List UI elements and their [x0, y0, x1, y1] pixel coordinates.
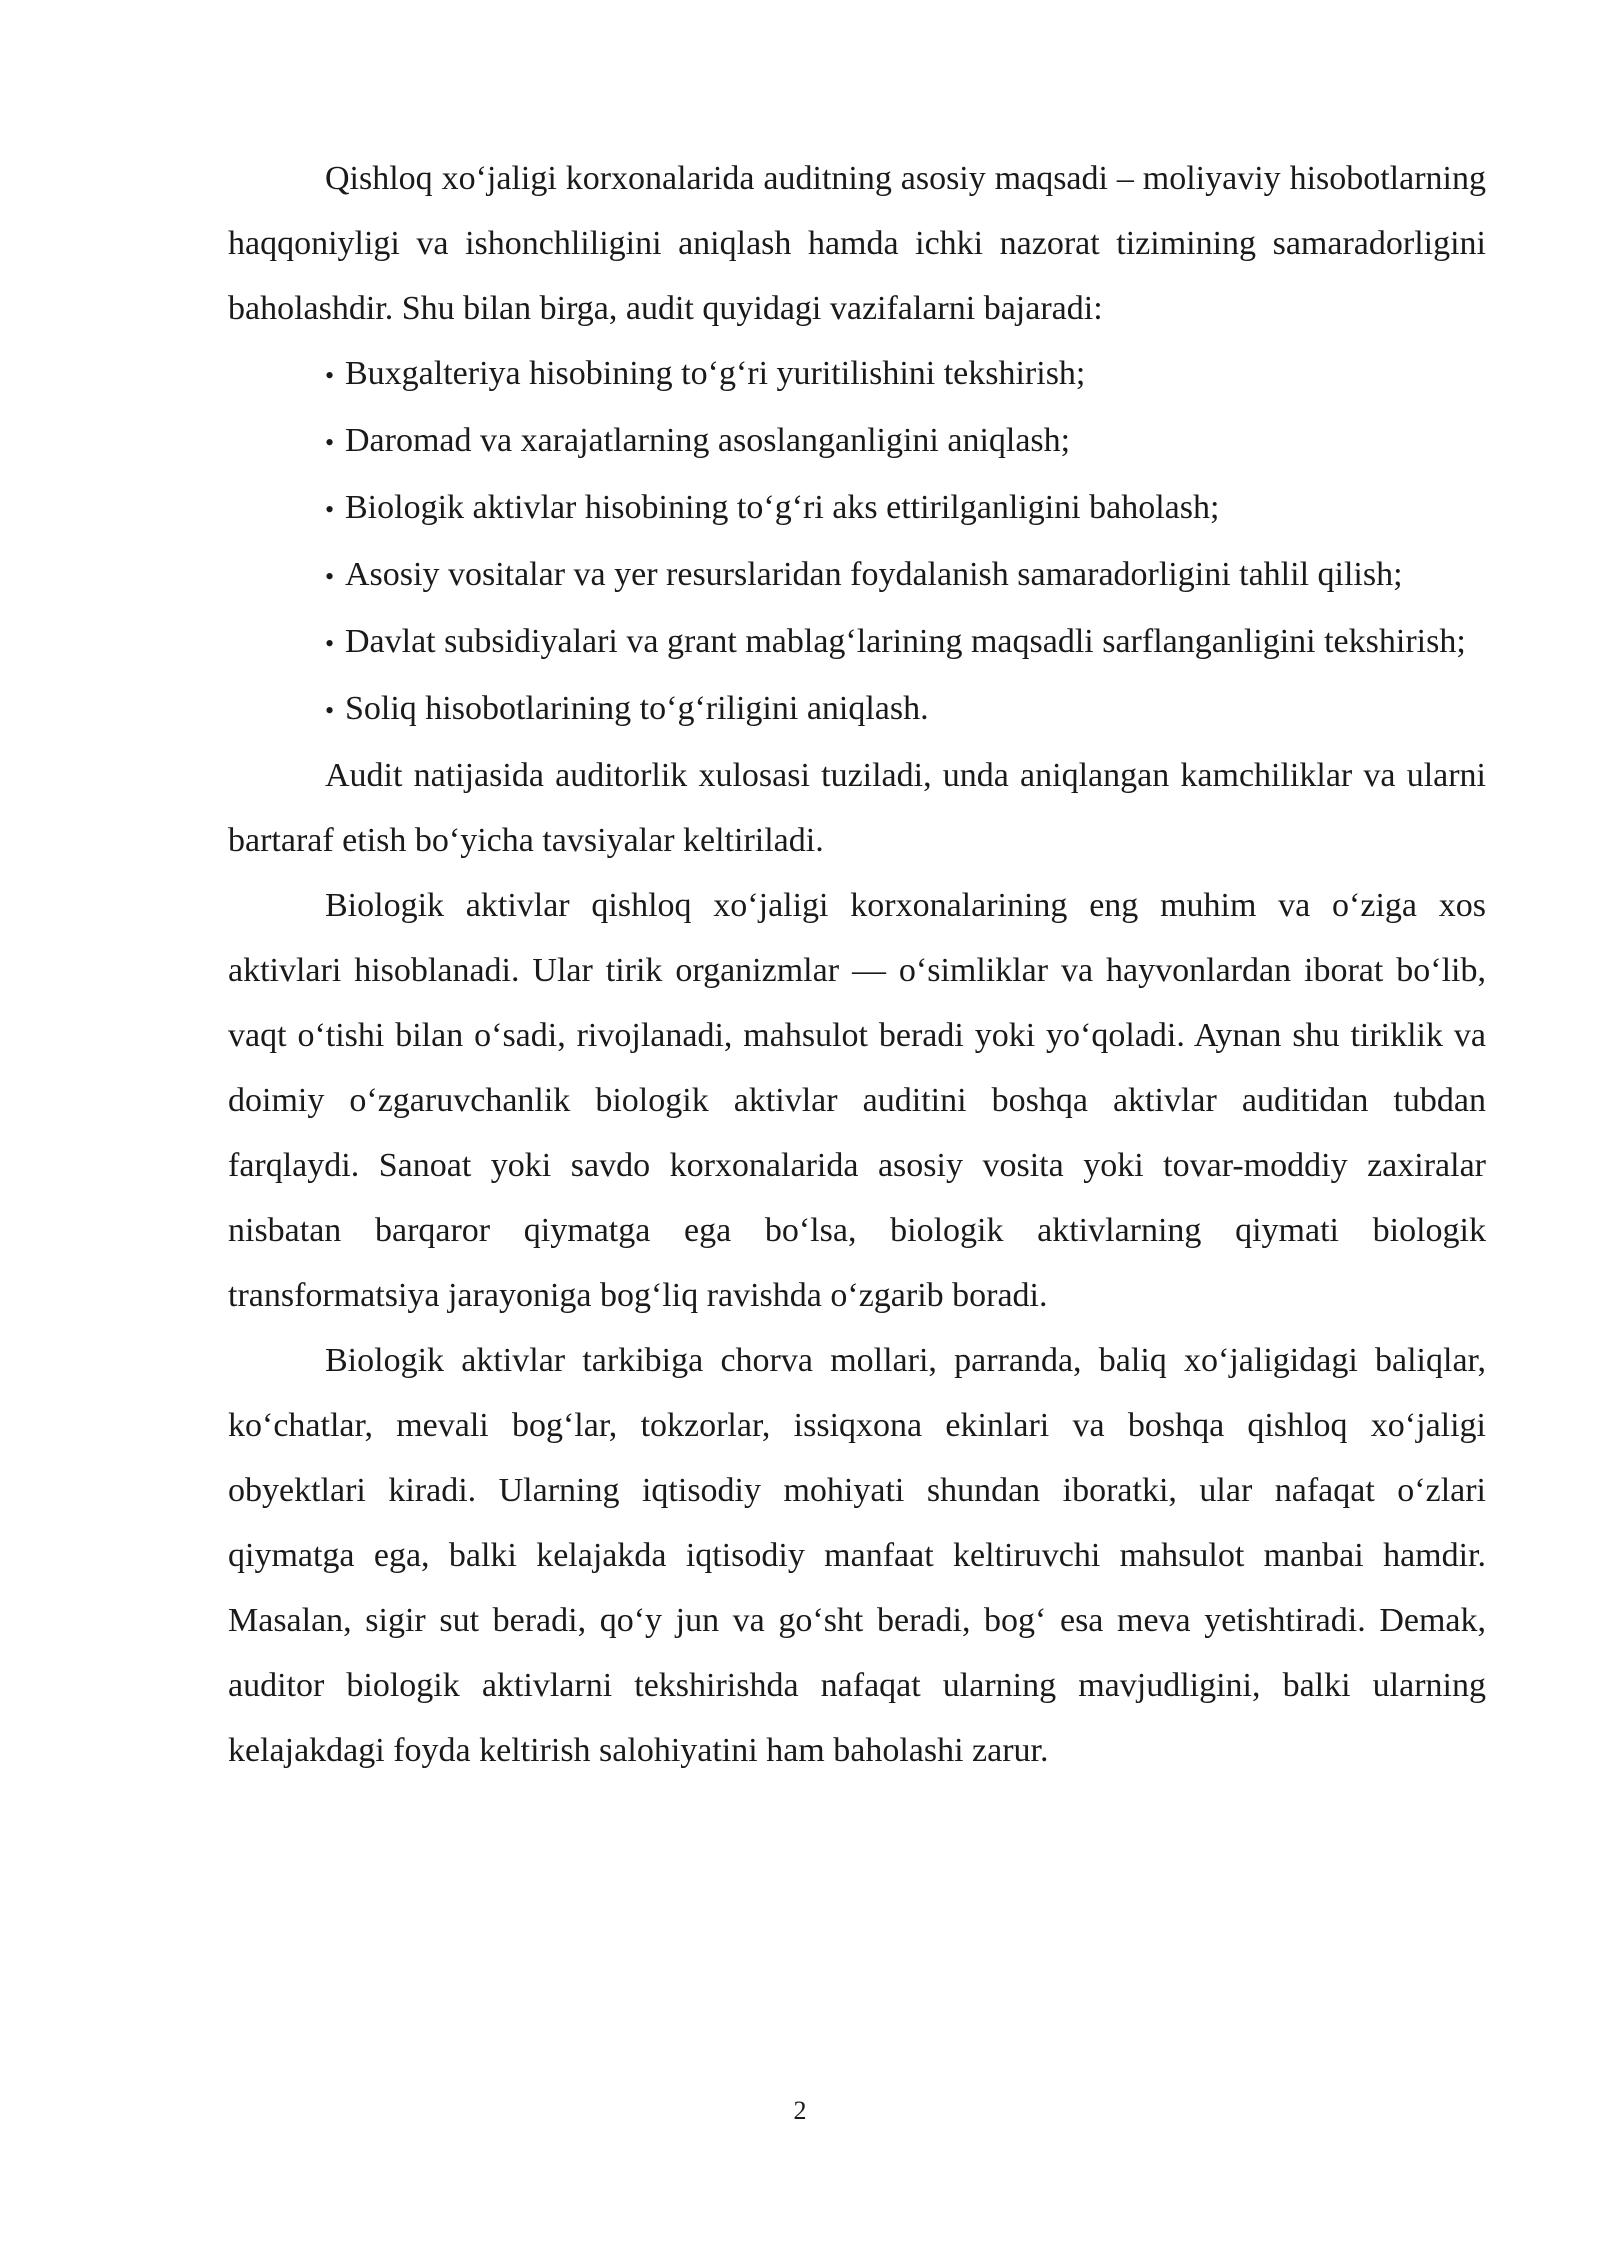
list-item — [228, 408, 1486, 475]
page-number: 2 — [793, 2096, 807, 2125]
bullet-icon: • — [325, 361, 335, 390]
document-page — [228, 146, 1486, 1783]
list-item-text: Biologik aktivlar hisobining to‘g‘ri aks ettirilganligini baholash; — [345, 489, 1220, 526]
paragraph-biological-assets-composition: Biologik aktivlar tarkibiga chorva mollari, parranda, baliq xo‘jaligidagi baliqlar, ko‘chatlar, mevali bog‘lar, tokzorlar, issiqxona ekinlari va boshqa qishloq xo‘jaligi obyektlari kiradi. Ularning iqtisodiy mohiyati shundan iboratki, ular nafaqat o‘zlari qiymatga ega, balki kelajakda iqtisodiy manfaat keltiruvchi mahsulot manbai hamdir. Masalan, sigir sut beradi, qo‘y jun va go‘sht beradi, bog‘ esa meva yetishtiradi. Demak, auditor biologik aktivlarni tekshirishda nafaqat ularning mavjudligini, balki ularning kelajakdagi foyda keltirish salohiyatini ham baholashi zarur. — [228, 1342, 1486, 1769]
list-item — [228, 341, 1486, 408]
list-item-text: Soliq hisobotlarining to‘g‘riligini aniqlash. — [345, 690, 929, 727]
list-item-text: Daromad va xarajatlarning asoslanganligini aniqlash; — [345, 422, 1071, 459]
list-item — [228, 475, 1486, 542]
list-item-text: Asosiy vositalar va yer resurslaridan foydalanish samaradorligini tahlil qilish; — [345, 556, 1403, 593]
list-item — [228, 542, 1486, 609]
bullet-icon: • — [325, 562, 335, 591]
paragraph-audit-result: Audit natijasida auditorlik xulosasi tuziladi, unda aniqlangan kamchiliklar va ularni bartaraf etish bo‘yicha tavsiyalar keltiriladi. — [228, 757, 1486, 859]
paragraph-audit-purpose: Qishloq xo‘jaligi korxonalarida auditning asosiy maqsadi – moliyaviy hisobotlarning haqqoniyligi va ishonchliligini aniqlash hamda ichki nazorat tizimining samaradorligini baholashdir. Shu bilan birga, audit quyidagi vazifalarni bajaradi: — [228, 160, 1486, 327]
bullet-icon: • — [325, 428, 335, 457]
paragraph-biological-assets: Biologik aktivlar qishloq xo‘jaligi korxonalarining eng muhim va o‘ziga xos aktivlari hisoblanadi. Ular tirik organizmlar — o‘simliklar va hayvonlardan iborat bo‘lib, vaqt o‘tishi bilan o‘sadi, rivojlanadi, mahsulot beradi yoki yo‘qoladi. Aynan shu tiriklik va doimiy o‘zgaruvchanlik biologik aktivlar auditini boshqa aktivlar auditidan tubdan farqlaydi. Sanoat yoki savdo korxonalarida asosiy vosita yoki tovar-moddiy zaxiralar nisbatan barqaror qiymatga ega bo‘lsa, biologik aktivlarning qiymati biologik transformatsiya jarayoniga bog‘liq ravishda o‘zgarib boradi. — [228, 887, 1486, 1314]
list-item-text: Buxgalteriya hisobining to‘g‘ri yuritilishini tekshirish; — [345, 355, 1086, 392]
bullet-icon: • — [325, 495, 335, 524]
list-item — [228, 609, 1486, 676]
bullet-icon: • — [325, 696, 335, 725]
list-item — [228, 676, 1486, 743]
bullet-icon: • — [325, 629, 335, 658]
list-item-text: Davlat subsidiyalari va grant mablag‘larining maqsadli sarflanganligini tekshirish; — [345, 623, 1466, 660]
audit-tasks-list — [228, 341, 1486, 743]
